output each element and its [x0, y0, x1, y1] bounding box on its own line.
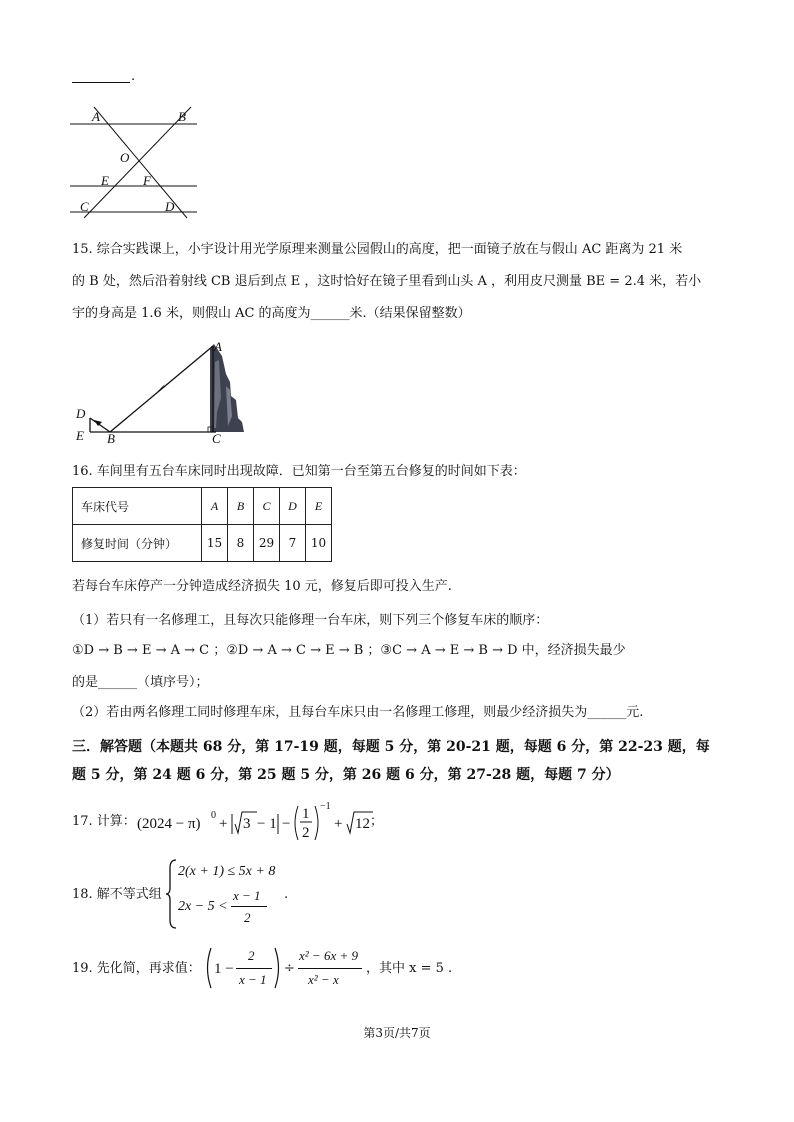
q18-frac-bar	[231, 906, 267, 907]
repair-time-table	[72, 487, 332, 562]
q16-intro: 16. 车间里有五台车床同时出现故障．已知第一台至第五台修复的时间如下表：	[72, 464, 526, 479]
figure-mirror-mountain	[70, 338, 260, 446]
table-row	[73, 525, 332, 562]
q18-inequality-2-left: 2x − 5 <	[178, 899, 228, 914]
q19-frac1-denominator: x − 1	[239, 972, 267, 987]
table-cell: E	[306, 488, 332, 525]
q19-divide-sign: ÷	[284, 961, 295, 976]
q15-line1: 15. 综合实践课上，小宇设计用光学原理来测量公园假山的高度，把一面镜子放在与假山 AC 距离为 21 米	[72, 242, 683, 257]
label-e: E	[101, 173, 109, 188]
label-f: F	[143, 173, 151, 188]
label-d: D	[165, 199, 175, 214]
label-o: O	[120, 150, 130, 165]
q18-frac-numerator: x − 1	[233, 888, 261, 903]
q18-inequality-1: 2(x + 1) ≤ 5x + 8	[178, 864, 276, 879]
label-c: C	[80, 199, 89, 214]
svg-text:+: +	[334, 816, 343, 832]
q15-line2: 的 B 处，然后沿着射线 CB 退后到点 E ，这时恰好在镜子里看到山头 A ，利用皮尺测量 BE = 2.4 米，若小	[72, 274, 702, 289]
q17-prefix: 17. 计算：	[72, 814, 136, 829]
page-footer: 第3页/共7页	[363, 1026, 431, 1040]
svg-text:1 −: 1 −	[214, 961, 234, 977]
svg-text:−1: −1	[320, 801, 331, 812]
q15-line3: 宇的身高是 1.6 米，则假山 AC 的高度为______米.（结果保留整数）	[72, 306, 471, 321]
q18-frac-denominator: 2	[244, 910, 251, 925]
table-row	[73, 488, 332, 525]
answer-blank-top	[72, 82, 130, 83]
q19-frac2-denominator: x² − x	[308, 972, 339, 987]
q19-frac2-bar	[298, 968, 362, 969]
q19-frac1-bar	[236, 968, 272, 969]
table-header-cell: 车床代号	[73, 488, 202, 525]
svg-text:2: 2	[302, 825, 310, 841]
table-cell: 8	[228, 525, 254, 562]
svg-text:(2024 − π): (2024 − π)	[137, 816, 201, 832]
table-cell: A	[202, 488, 228, 525]
label-a: A	[92, 109, 100, 124]
svg-text:12: 12	[355, 816, 370, 832]
svg-text:+: +	[219, 816, 228, 832]
table-cell: 10	[306, 525, 332, 562]
label-b: B	[178, 109, 186, 124]
table-cell: 15	[202, 525, 228, 562]
table-cell: B	[228, 488, 254, 525]
q18-suffix: .	[284, 887, 289, 902]
svg-text:1: 1	[302, 806, 310, 822]
svg-text:3: 3	[243, 816, 251, 832]
figure-parallel-lines	[70, 105, 205, 220]
q16-part1: （1）若只有一名修理工，且每次只能修理一台车床，则下列三个修复车床的顺序：	[72, 613, 549, 628]
label-e: E	[76, 428, 84, 443]
table-header-cell: 修复时间（分钟）	[73, 525, 202, 562]
q16-part2: （2）若由两名修理工同时修理车床，且每台车床只由一名修理工修理，则最少经济损失为______元.	[72, 705, 644, 720]
q16-part1-orders: ①D → B → E → A → C ；②D → A → C → E → B ；③C → A → E → B → D 中，经济损失最少	[72, 643, 626, 658]
label-c: C	[212, 431, 221, 446]
arrow-ab	[157, 384, 165, 392]
top-fragment: .	[131, 69, 136, 84]
svg-text:−: −	[282, 816, 291, 832]
q16-part1-end: 的是______（填序号）；	[72, 675, 209, 690]
svg-text:0: 0	[211, 810, 216, 821]
svg-text:− 1: − 1	[257, 816, 277, 832]
table-cell: 7	[280, 525, 306, 562]
line-db	[90, 418, 110, 432]
q18-prefix: 18. 解不等式组	[72, 887, 162, 902]
q16-after-table: 若每台车床停产一分钟造成经济损失 10 元，修复后即可投入生产.	[72, 579, 452, 594]
q18-brace	[166, 858, 178, 930]
table-cell: C	[254, 488, 280, 525]
label-b: B	[107, 431, 115, 446]
section3-heading-line2: 题 5 分，第 24 题 6 分，第 25 题 5 分，第 26 题 6 分，第 27-28 题，每题 7 分）	[72, 767, 620, 783]
q17-suffix: ；	[370, 814, 384, 829]
q19-frac1-numerator: 2	[248, 948, 255, 963]
label-a: A	[214, 339, 222, 354]
section3-heading-line1: 三．解答题（本题共 68 分，第 17-19 题，每题 5 分，第 20-21 题，每题 6 分，第 22-23 题，每	[72, 739, 710, 755]
q19-frac2-numerator: x² − 6x + 9	[299, 948, 358, 963]
q17-expression	[137, 798, 387, 846]
table-cell: D	[280, 488, 306, 525]
label-d: D	[76, 406, 86, 421]
q19-prefix: 19. 先化简，再求值：	[72, 961, 201, 976]
table-cell: 29	[254, 525, 280, 562]
q19-suffix: ，其中 x = 5 .	[366, 961, 453, 976]
